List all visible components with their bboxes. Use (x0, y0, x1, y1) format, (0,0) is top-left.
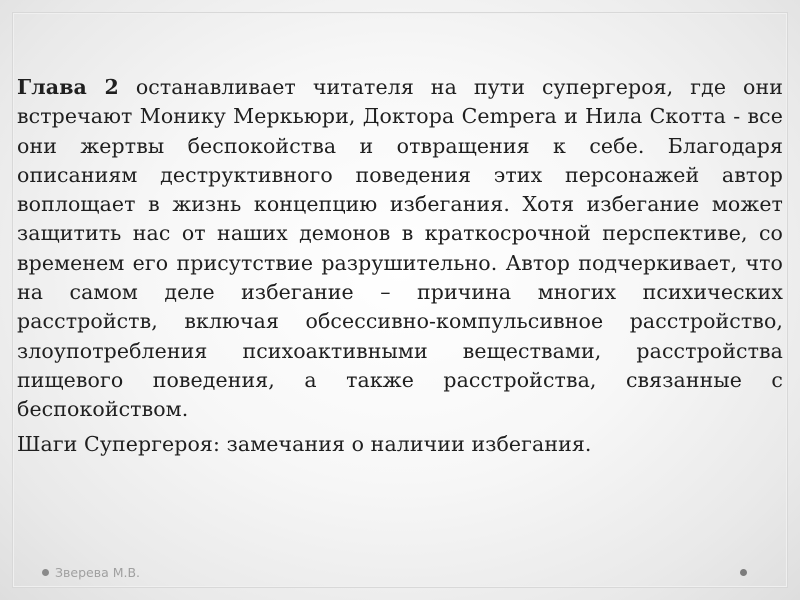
slide-content (17, 73, 783, 459)
footer (42, 562, 140, 582)
slide-number-dot-icon (740, 569, 747, 576)
footer-bullet-icon (42, 569, 49, 576)
chapter-label: Глава 2 (17, 75, 119, 99)
paragraph-superhero-steps: Шаги Супергероя: замечания о наличии избегания. (17, 431, 592, 456)
paragraph-chapter-2 (17, 73, 783, 425)
paragraph-1-text: останавливает читателя на пути супергероя, где они встречают Монику Меркьюри, Доктора Сempera и Нила Скотта - все они жертвы беспокойства и отвращения к себе. Благодаря описаниям деструктивного поведения этих персонажей автор воплощает в жизнь концепцию избегания. Хотя избегание может защитить нас от наших демонов в краткосрочной перспективе, со временем его присутствие разрушительно. Автор подчеркивает, что на самом деле избегание – причина многих психических расстройств, включая обсессивно-компульсивное расстройство, злоупотребления психоактивными веществами, расстройства пищевого поведения, а также расстройства, связанные с беспокойством. (17, 75, 783, 422)
footer-author: Зверева М.В. (55, 564, 141, 580)
